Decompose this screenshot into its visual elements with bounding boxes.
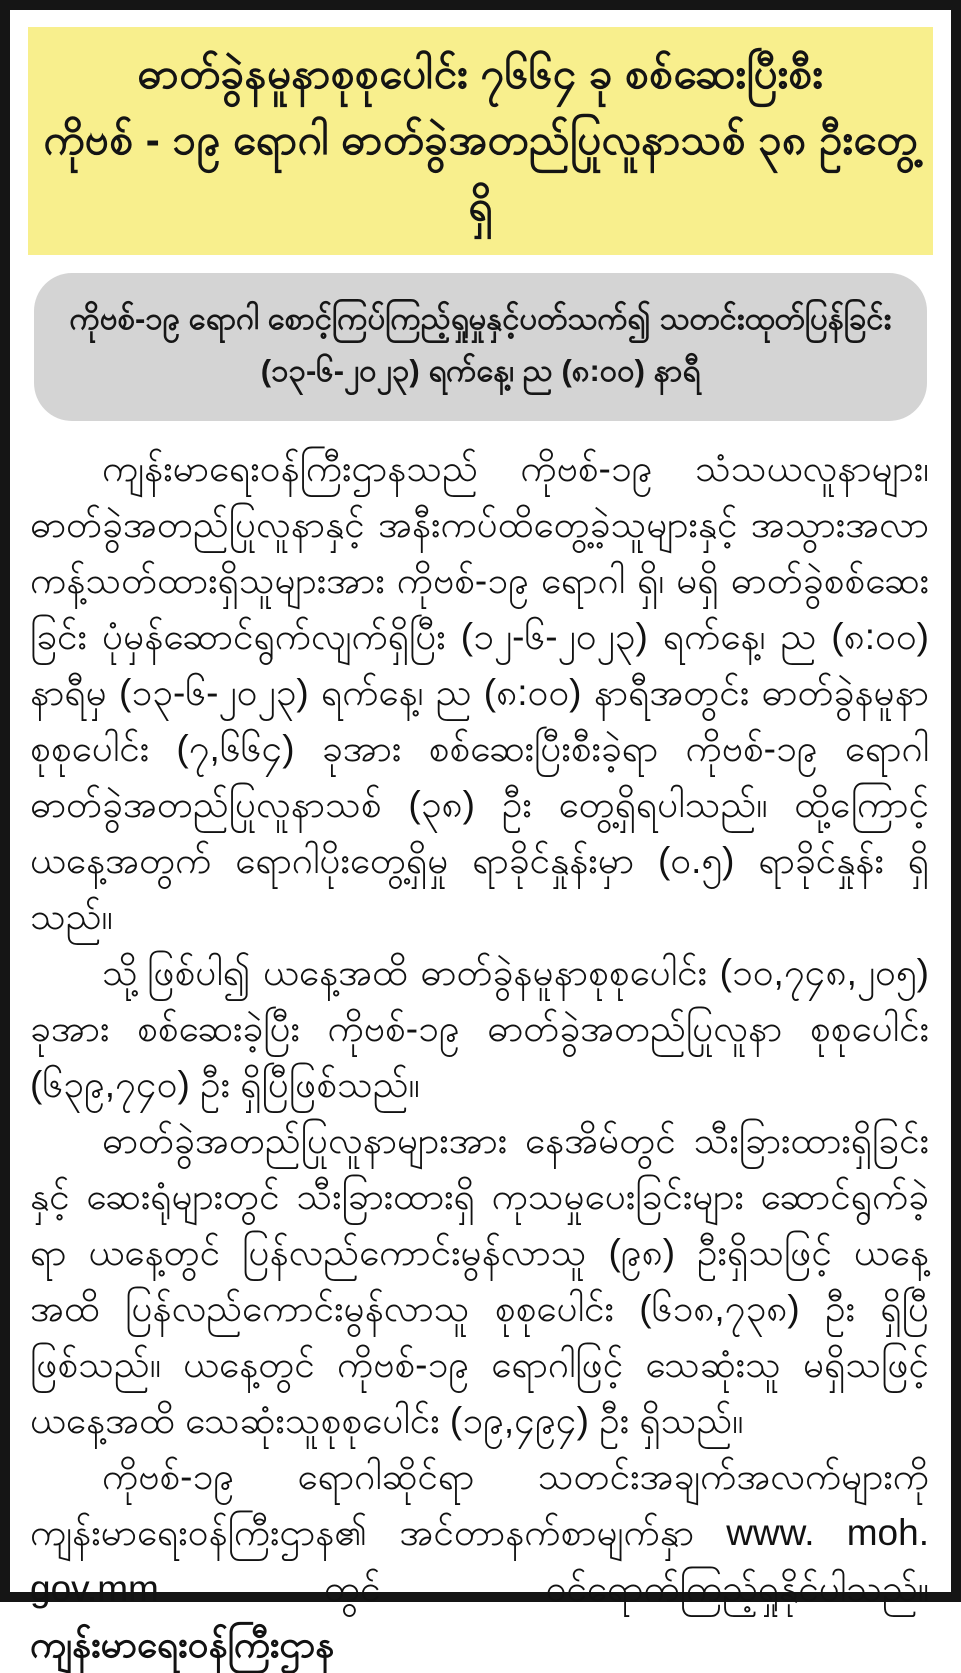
headline-line-2: ကိုဗစ် - ၁၉ ရောဂါ ဓာတ်ခွဲအတည်ပြုလူနာသစ် ၃၈ ဦးတွေ့ရှိ bbox=[43, 116, 918, 229]
subheader-line-2: (၁၃-၆-၂၀၂၃) ရက်နေ့၊ ည (၈:၀၀) နာရီ bbox=[260, 353, 701, 388]
closing-paragraph bbox=[30, 1449, 929, 1673]
headline-line-1: ဓာတ်ခွဲနမူနာစုစုပေါင်း ၇၆၆၄ ခု စစ်ဆေးပြီးစီး bbox=[137, 50, 824, 97]
body-paragraph-3: ဓာတ်ခွဲအတည်ပြုလူနာများအား နေအိမ်တွင် သီးခြားထားရှိခြင်းနှင့် ဆေးရုံများတွင် သီးခြားထားရှိ ကုသမှုပေးခြင်းများ ဆောင်ရွက်ခဲ့ရာ ယနေ့တွင် ပြန်လည်ကောင်းမွန်လာသူ (၉၈) ဦးရှိသဖြင့် ယနေ့အထိ ပြန်လည်ကောင်းမွန်လာသူ စုစုပေါင်း (၆၁၈,၇၃၈) ဦး ရှိပြီဖြစ်သည်။ ယနေ့တွင် ကိုဗစ်-၁၉ ရောဂါဖြင့် သေဆုံးသူ မရှိသဖြင့် ယနေ့အထိ သေဆုံးသူစုစုပေါင်း (၁၉,၄၉၄) ဦး ရှိသည်။ bbox=[30, 1120, 929, 1441]
subheader-box bbox=[34, 273, 927, 421]
ministry-signature: ကျန်းမာရေးဝန်ကြီးဌာန bbox=[30, 1624, 335, 1665]
closing-text: ကိုဗစ်-၁၉ ရောဂါဆိုင်ရာ သတင်းအချက်အလက်များကို ကျန်းမာရေးဝန်ကြီးဌာန၏ အင်တာနက်စာမျက်နှာ www. moh. gov.mm တွင် ဝင်ရောက်ကြည့်ရှုနိုင်ပါသည်။ bbox=[30, 1456, 929, 1609]
body-paragraph-2: သို့ဖြစ်ပါ၍ ယနေ့အထိ ဓာတ်ခွဲနမူနာစုစုပေါင်း (၁၀,၇၄၈,၂၀၅) ခုအား စစ်ဆေးခဲ့ပြီး ကိုဗစ်-၁၉ ဓာတ်ခွဲအတည်ပြုလူနာ စုစုပေါင်း (၆၃၉,၇၄၀) ဦး ရှိပြီဖြစ်သည်။ bbox=[30, 952, 929, 1105]
body-paragraph-1: ကျန်းမာရေးဝန်ကြီးဌာနသည် ကိုဗစ်-၁၉ သံသယလူနာများ၊ ဓာတ်ခွဲအတည်ပြုလူနာနှင့် အနီးကပ်ထိတွေ့ခဲ့သူများနှင့် အသွားအလာကန့်သတ်ထားရှိသူများအား ကိုဗစ်-၁၉ ရောဂါ ရှိ၊ မရှိ ဓာတ်ခွဲစစ်ဆေးခြင်း ပုံမှန်ဆောင်ရွက်လျက်ရှိပြီး (၁၂-၆-၂၀၂၃) ရက်နေ့၊ ည (၈:၀၀) နာရီမှ (၁၃-၆-၂၀၂၃) ရက်နေ့၊ ည (၈:၀၀) နာရီအတွင်း ဓာတ်ခွဲနမူနာစုစုပေါင်း (၇,၆၆၄) ခုအား စစ်ဆေးပြီးစီးခဲ့ရာ ကိုဗစ်-၁၉ ရောဂါ ဓာတ်ခွဲအတည်ပြုလူနာသစ် (၃၈) ဦး တွေ့ရှိရပါသည်။ ထို့ကြောင့် ယနေ့အတွက် ရောဂါပိုးတွေ့ရှိမှု ရာခိုင်နှုန်းမှာ (၀.၅) ရာခိုင်နှုန်း ရှိသည်။ bbox=[30, 448, 929, 937]
headline-box bbox=[28, 27, 933, 255]
subheader-line-1: ကိုဗစ်-၁၉ ရောဂါ စောင့်ကြပ်ကြည့်ရှုမှုနှင့်ပတ်သက်၍ သတင်းထုတ်ပြန်ခြင်း bbox=[69, 301, 892, 336]
body-text bbox=[30, 441, 929, 1673]
